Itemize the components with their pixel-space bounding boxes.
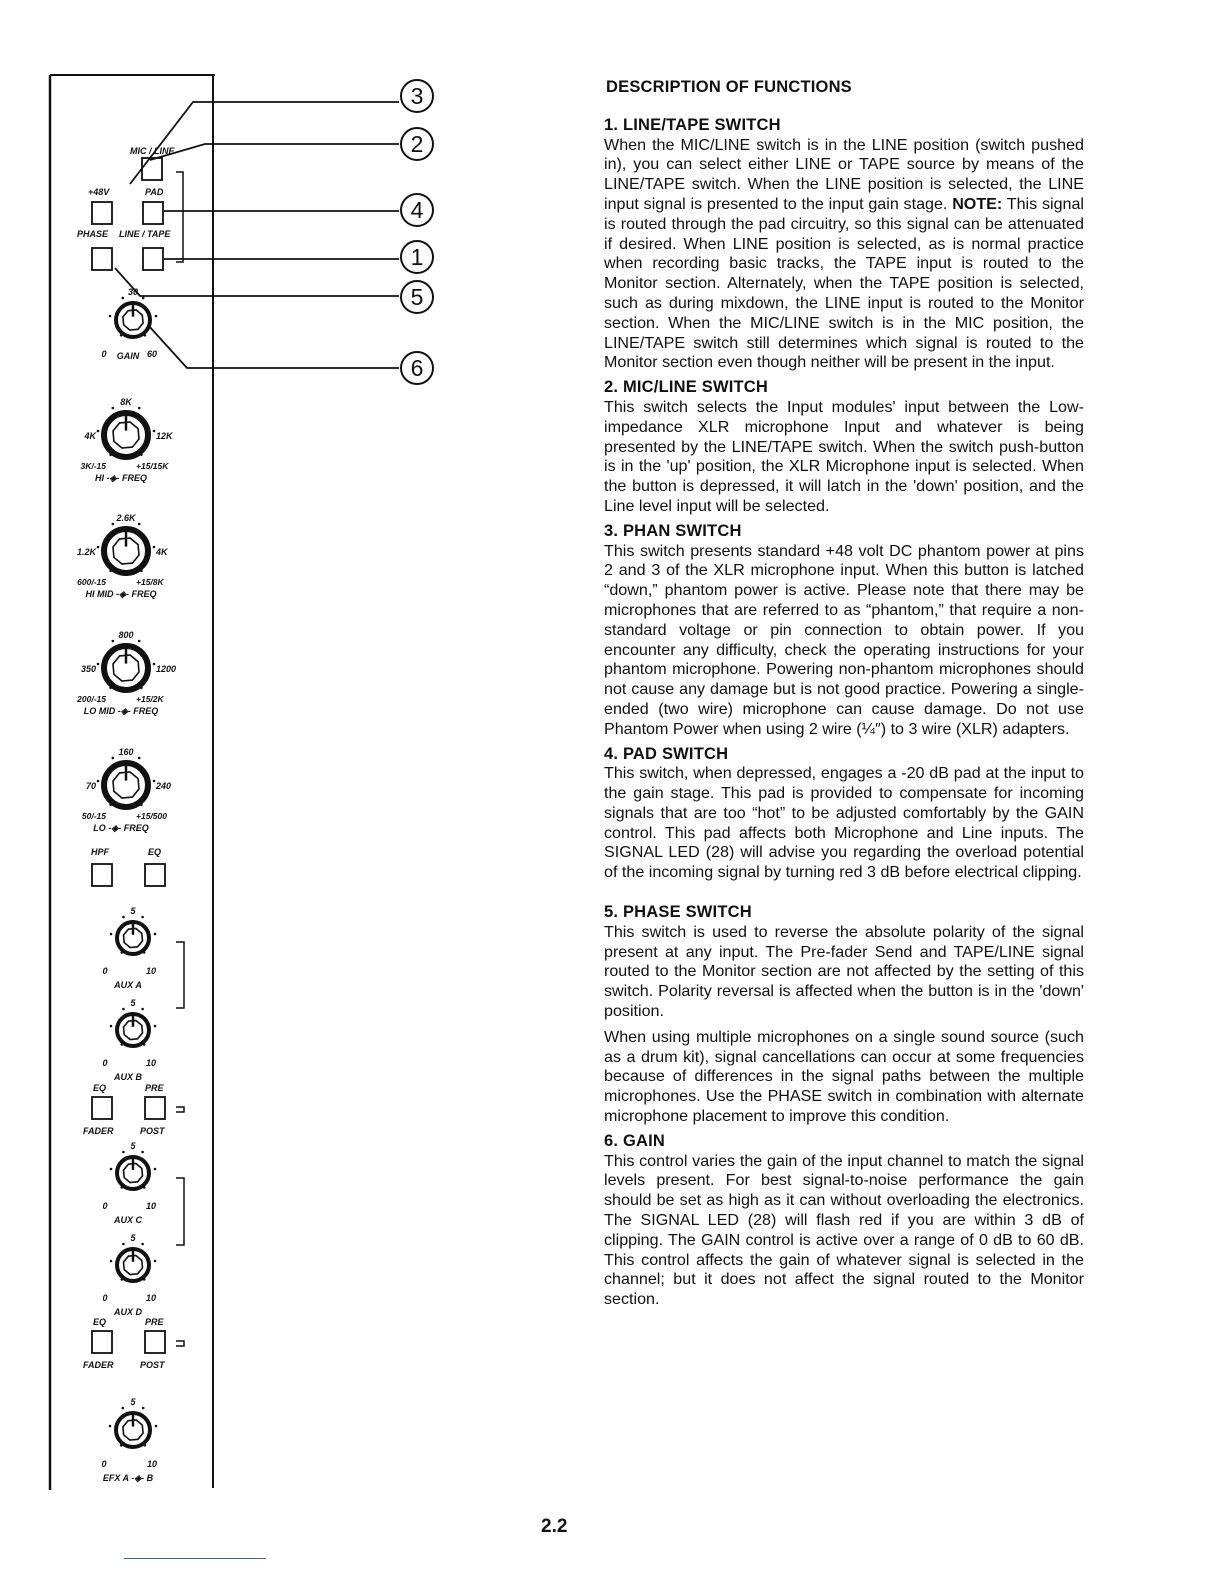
pad-switch — [143, 202, 163, 224]
scale-dot — [154, 1025, 157, 1028]
scale-dot — [97, 546, 100, 549]
scale-dot — [142, 297, 145, 300]
knob-right-label: 1200 — [156, 664, 177, 674]
aux-cd-eq-label: EQ — [93, 1317, 107, 1327]
knob-top-label: 5 — [130, 906, 136, 916]
scale-dot — [122, 1008, 125, 1011]
aux-ab-pre-label: PRE — [145, 1083, 164, 1093]
scale-dot — [97, 430, 100, 433]
scale-dot — [140, 687, 143, 690]
scale-dot — [109, 570, 112, 573]
scale-dot — [109, 1425, 112, 1428]
section-body: This switch presents standard +48 volt DC phantom power at pins 2 and 3 of the XLR microphone input. When this button is latched “down,” phantom power is active. Please note that there may be microphones that are referred to as “phantom,” that require a non-standard voltage or pin connection to obtain power. If you encounter any difficulty, check the operating instructions for your phantom microphone. Powering non-phantom microphones should not cause any damage but is not good practice. Powering a single-ended (two wire) microphone can cause damage. Do not use Phantom Power when using 2 wire (¼″) to 3 wire (XLR) adapters. — [604, 541, 1084, 738]
knob-hi — [80, 397, 174, 483]
phantom-switch — [92, 202, 112, 224]
knob-right-label: 10 — [145, 1058, 157, 1068]
scale-dot — [122, 1151, 125, 1154]
knob-efx — [101, 1397, 157, 1483]
scale-dot — [109, 687, 112, 690]
scale-dot — [141, 1151, 144, 1154]
section-phan-switch — [604, 522, 1084, 740]
knob-lo — [82, 747, 171, 833]
footer-rule — [124, 1558, 266, 1559]
note-label: NOTE: — [952, 194, 1003, 213]
description-column — [604, 78, 1084, 1315]
knob-under-right-label: +15/8K — [136, 577, 164, 587]
knob-name-label: GAIN — [116, 351, 140, 361]
section-phase-switch — [604, 903, 1084, 1127]
scale-dot — [138, 523, 141, 526]
scale-dot — [143, 951, 146, 954]
callout-6 — [401, 352, 433, 384]
line-tape-switch — [143, 248, 163, 270]
scale-dot — [144, 334, 147, 337]
scale-dot — [138, 757, 141, 760]
scale-dot — [121, 951, 124, 954]
section-title: 4. PAD SWITCH — [604, 744, 729, 763]
knob-aux-c — [102, 1141, 156, 1225]
callout-number: 6 — [410, 355, 424, 381]
knob-name-label: HI MID -◈- FREQ — [85, 589, 157, 599]
section-mic-line-switch — [604, 378, 1084, 517]
scale-dot — [110, 1168, 113, 1171]
knob-aux-d — [102, 1233, 156, 1317]
knob-name-label: HI -◈- FREQ — [95, 473, 147, 483]
aux-cd-pre-label: PRE — [145, 1317, 164, 1327]
knob-left-label: 0 — [102, 1201, 108, 1211]
knob-right-label: 240 — [156, 781, 172, 791]
scale-dot — [138, 407, 141, 410]
scale-dot — [154, 933, 157, 936]
scale-dot — [154, 1168, 157, 1171]
section-body: This switch selects the Input modules' input between the Low-impedance XLR microphone Input and whatever is being presented by the LINE/TAPE switch. When the switch push-button is in the 'up' position, the XLR Microphone input is selected. When the button is depressed, it will latch in the 'down' position, and the Line level input will be selected. — [604, 397, 1084, 515]
hpf-switch — [92, 864, 112, 886]
scale-dot — [143, 1186, 146, 1189]
knob-top-label: 160 — [118, 747, 134, 757]
knob-aux-a — [102, 906, 156, 990]
knob-gain — [101, 287, 157, 361]
knob-name-label: AUX C — [113, 1215, 143, 1225]
knob-under-left-label: 200/-15 — [77, 694, 106, 704]
section-title: 1. LINE/TAPE SWITCH — [604, 115, 781, 134]
scale-dot — [122, 1243, 125, 1246]
scale-dot — [141, 1243, 144, 1246]
knob-name-label: LO -◈- FREQ — [93, 823, 149, 833]
knob-under-left-label: 3K/-15 — [80, 461, 106, 471]
aux-cd-post-label: POST — [140, 1360, 165, 1370]
channel-strip-diagram — [0, 0, 600, 1584]
knob-top-label: 5 — [130, 1233, 136, 1243]
leader-5 — [115, 268, 399, 296]
knob-under-left-label: 600/-15 — [77, 577, 106, 587]
aux-cd-fader-label: FADER — [83, 1360, 114, 1370]
callout-2 — [401, 128, 433, 160]
scale-dot — [155, 315, 158, 318]
scale-dot — [154, 1260, 157, 1263]
scale-dot — [120, 334, 123, 337]
pad-label: PAD — [145, 187, 164, 197]
scale-dot — [109, 454, 112, 457]
section-body: This switch, when depressed, engages a -20 dB pad at the input to the gain stage. This pad is provided to compensate for incoming signals that are too “hot” to be adjusted comfortably by the GAIN control. This pad affects both Microphone and Line inputs. The SIGNAL LED (28) will advise you regarding the overload potential of the incoming signal by turning red 3 dB before electrical clipping. — [604, 764, 1084, 882]
scale-dot — [140, 804, 143, 807]
callout-5 — [401, 281, 433, 313]
knob-right-label: 4K — [156, 547, 168, 557]
scale-dot — [122, 297, 125, 300]
knob-name-label: LO MID -◈- FREQ — [83, 706, 159, 716]
scale-dot — [141, 1008, 144, 1011]
aux-ab-eq-label: EQ — [93, 1083, 107, 1093]
knob-top-label: 8K — [120, 397, 132, 407]
section-body-2: When using multiple microphones on a single sound source (such as a drum kit), signal cancellations can occur at some frequencies because of differences in the signal paths between the multiple microphones. Use the PHASE switch in combination with alternate microphone placement to improve this condition. — [604, 1027, 1084, 1126]
mic-line-switch — [142, 158, 162, 180]
section-title: 2. MIC/LINE SWITCH — [604, 378, 769, 397]
scale-dot — [120, 1444, 123, 1447]
callout-number: 4 — [410, 197, 424, 223]
callout-number: 1 — [410, 244, 424, 270]
aux-cd-post-switch — [145, 1331, 165, 1353]
aux-ab-post-label: POST — [140, 1126, 165, 1136]
scale-dot — [141, 916, 144, 919]
scale-dot — [153, 430, 156, 433]
knob-aux-b — [102, 998, 156, 1082]
callout-1 — [401, 241, 433, 273]
knob-left-label: 0 — [101, 349, 107, 359]
scale-dot — [122, 916, 125, 919]
page-number: 2.2 — [541, 1516, 568, 1537]
scale-dot — [121, 1186, 124, 1189]
leader-6 — [148, 325, 399, 368]
scale-dot — [112, 407, 115, 410]
plus48v-label: +48V — [88, 187, 110, 197]
callout-number: 2 — [410, 131, 424, 157]
knob-top-label: 5 — [130, 1141, 136, 1151]
scale-dot — [155, 1425, 158, 1428]
aux-ab-post-switch — [145, 1097, 165, 1119]
scale-dot — [144, 1444, 147, 1447]
section-title: 5. PHASE SWITCH — [604, 903, 752, 922]
knob-under-right-label: +15/15K — [136, 461, 169, 471]
scale-dot — [97, 663, 100, 666]
callout-4 — [401, 194, 433, 226]
knob-left-label: 0 — [102, 1058, 108, 1068]
scale-dot — [153, 780, 156, 783]
section-gain — [604, 1132, 1084, 1310]
knob-name-label: AUX D — [113, 1307, 143, 1317]
callouts-layer — [401, 80, 433, 384]
brackets — [176, 172, 184, 1346]
knob-left-label: 1.2K — [76, 547, 96, 557]
scale-dot — [153, 663, 156, 666]
scale-dot — [122, 1407, 125, 1410]
knob-hi-mid — [77, 513, 169, 599]
eq-switch — [145, 864, 165, 886]
knob-left-label: 70 — [85, 781, 96, 791]
section-pad-switch — [604, 745, 1084, 884]
line-tape-label: LINE / TAPE — [119, 229, 171, 239]
knob-under-right-label: +15/500 — [136, 811, 167, 821]
knob-right-label: 10 — [145, 1201, 157, 1211]
knob-right-label: 60 — [146, 349, 158, 359]
scale-dot — [140, 570, 143, 573]
knob-under-left-label: 50/-15 — [81, 811, 106, 821]
mic-line-label: MIC / LINE — [130, 146, 175, 156]
eq-label: EQ — [148, 847, 162, 857]
knob-lo-mid — [76, 630, 176, 716]
knob-name-label: EFX A -◈- B — [102, 1473, 154, 1483]
aux-cd-pre-switch — [92, 1331, 112, 1353]
knob-left-label: 350 — [80, 664, 96, 674]
section-body — [604, 136, 1084, 374]
knob-top-label: 800 — [118, 630, 134, 640]
knob-name-label: AUX A — [114, 980, 142, 990]
knob-right-label: 10 — [145, 1293, 157, 1303]
aux-ab-fader-label: FADER — [83, 1126, 114, 1136]
scale-dot — [138, 640, 141, 643]
scale-dot — [142, 1407, 145, 1410]
scale-dot — [112, 523, 115, 526]
scale-dot — [109, 804, 112, 807]
callout-number: 5 — [410, 284, 424, 310]
scale-dot — [121, 1043, 124, 1046]
callout-number: 3 — [410, 83, 424, 109]
scale-dot — [97, 780, 100, 783]
scale-dot — [112, 640, 115, 643]
knob-left-label: 4K — [84, 431, 96, 441]
section-line-tape-switch — [604, 116, 1084, 373]
phase-switch — [92, 248, 112, 270]
knob-right-label: 10 — [146, 1459, 158, 1469]
knob-top-label: 5 — [130, 1397, 136, 1407]
leader-3 — [130, 102, 399, 184]
phase-label: PHASE — [77, 229, 109, 239]
knob-left-label: 0 — [102, 966, 108, 976]
scale-dot — [153, 546, 156, 549]
body-text: This signal is routed through the pad circuitry, so this signal can be attenuated if desired. When LINE position is selected, as is normal practice when recording basic tracks, the TAPE input is routed to the Monitor section. Alternately, when the TAPE position is selected, such as during mixdown, the LINE input is routed to the Monitor section. When the MIC/LINE switch is in the MIC position, the LINE/TAPE switch still determines which signal is routed to the Monitor section even though neither will be present in the input. — [604, 194, 1084, 372]
scale-dot — [121, 1278, 124, 1281]
scale-dot — [110, 1260, 113, 1263]
scale-dot — [110, 1025, 113, 1028]
knob-right-label: 10 — [145, 966, 157, 976]
leader-2 — [150, 144, 399, 160]
page-heading: DESCRIPTION OF FUNCTIONS — [606, 78, 852, 96]
section-title: 6. GAIN — [604, 1131, 665, 1150]
section-body: This control varies the gain of the input channel to match the signal levels present. For best signal-to-noise performance the gain should be set as high as it can without overloading the electronics. The SIGNAL LED (28) will flash red if you are within 3 dB of clipping. The GAIN control is active over a range of 0 dB to 60 dB. This control affects the gain of whatever signal is selected in the channel; but it does not affect the signal routed to the Monitor section. — [604, 1151, 1084, 1309]
scale-dot — [109, 315, 112, 318]
scale-dot — [143, 1278, 146, 1281]
knob-top-label: 5 — [130, 998, 136, 1008]
scale-dot — [143, 1043, 146, 1046]
knob-left-label: 0 — [102, 1293, 108, 1303]
knob-left-label: 0 — [101, 1459, 107, 1469]
knob-top-label: 2.6K — [116, 513, 136, 523]
hpf-label: HPF — [91, 847, 109, 857]
scale-dot — [140, 454, 143, 457]
knob-top-label: 30 — [127, 287, 139, 297]
callout-3 — [401, 80, 433, 112]
scale-dot — [112, 757, 115, 760]
knob-right-label: 12K — [156, 431, 173, 441]
knob-under-right-label: +15/2K — [136, 694, 164, 704]
section-body: This switch is used to reverse the absolute polarity of the signal present at any input. The Pre-fader Send and TAPE/LINE signal routed to the Monitor section are not affected by the setting of this switch. Polarity reversal is affected when the button is in the 'down' position. — [604, 922, 1084, 1021]
aux-ab-pre-switch — [92, 1097, 112, 1119]
knob-name-label: AUX B — [113, 1072, 143, 1082]
section-title: 3. PHAN SWITCH — [604, 521, 742, 540]
body-text: When the MIC/LINE switch is in the LINE position (switch pushed in), you can select either LINE or TAPE source by means of the LINE/TAPE switch. When the LINE position is selected, the LINE input signal is presented to the input gain stage. — [604, 135, 1084, 213]
scale-dot — [110, 933, 113, 936]
